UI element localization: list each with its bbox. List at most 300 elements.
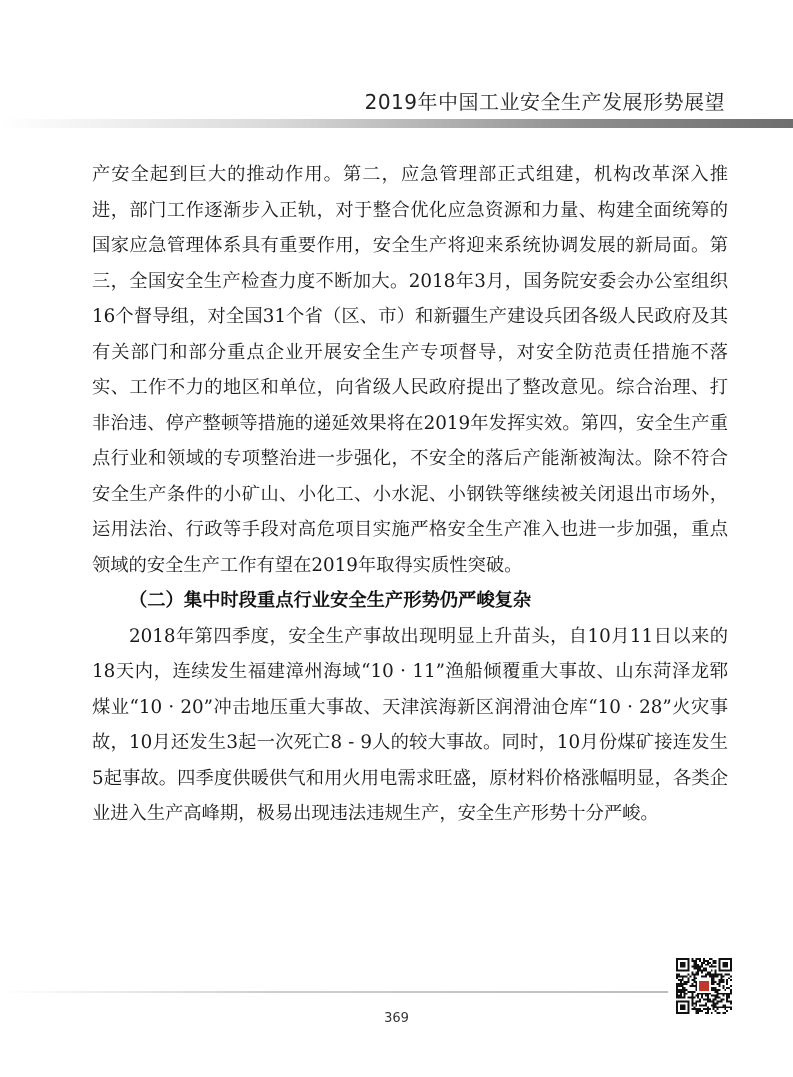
qr-module [705, 973, 707, 975]
qr-module [705, 970, 707, 972]
qr-module [726, 1006, 728, 1008]
qr-module [711, 975, 713, 977]
qr-module [693, 979, 695, 981]
qr-module [718, 989, 720, 991]
qr-module [705, 964, 707, 966]
qr-module [713, 979, 715, 981]
qr-module [728, 997, 730, 999]
qr-module [705, 975, 707, 977]
qr-module [686, 981, 688, 983]
qr-module [720, 993, 722, 995]
qr-module [690, 991, 692, 993]
qr-module [691, 995, 693, 997]
qr-module [715, 1006, 717, 1008]
qr-module [715, 962, 717, 964]
qr-module [691, 966, 693, 968]
qr-module [691, 960, 693, 962]
qr-module [695, 964, 697, 966]
qr-module [707, 1008, 709, 1010]
qr-module [722, 1004, 724, 1006]
qr-module [709, 973, 711, 975]
qr-module [695, 987, 697, 989]
qr-module [724, 1012, 726, 1014]
qr-module [678, 985, 680, 987]
qr-module [713, 987, 715, 989]
qr-module [682, 977, 684, 979]
qr-module [693, 968, 695, 970]
qr-module [676, 991, 678, 993]
qr-module [693, 973, 695, 975]
qr-module [691, 1002, 693, 1004]
qr-module [718, 973, 720, 975]
qr-module [697, 970, 699, 972]
qr-module [722, 995, 724, 997]
qr-module [726, 999, 728, 1001]
qr-module [728, 1006, 730, 1008]
qr-module [711, 983, 713, 985]
qr-module [715, 1004, 717, 1006]
qr-module [715, 960, 717, 962]
qr-module [726, 973, 728, 975]
qr-module [705, 1004, 707, 1006]
body-text [92, 157, 728, 832]
qr-module [718, 983, 720, 985]
qr-module [701, 962, 703, 964]
qr-module [701, 995, 703, 997]
qr-module [711, 970, 713, 972]
qr-module [697, 958, 699, 960]
qr-module [718, 993, 720, 995]
qr-module [722, 987, 724, 989]
qr-module [726, 983, 728, 985]
qr-module [717, 973, 719, 975]
qr-module [728, 993, 730, 995]
qr-module [707, 962, 709, 964]
qr-module [697, 993, 699, 995]
qr-module [718, 979, 720, 981]
qr-module [711, 1000, 713, 1002]
qr-module [730, 975, 732, 977]
qr-module [701, 964, 703, 966]
qr-module [726, 981, 728, 983]
qr-module [690, 997, 692, 999]
qr-module [678, 973, 680, 975]
qr-module [709, 975, 711, 977]
qr-module [680, 979, 682, 981]
qr-module [693, 985, 695, 987]
qr-module [720, 973, 722, 975]
qr-module [717, 991, 719, 993]
qr-module [697, 1010, 699, 1012]
qr-module [717, 995, 719, 997]
qr-module [688, 981, 690, 983]
qr-module [730, 1008, 732, 1010]
qr-module [715, 995, 717, 997]
qr-module [717, 1006, 719, 1008]
qr-module [722, 1012, 724, 1014]
qr-module [707, 999, 709, 1001]
qr-module [695, 968, 697, 970]
qr-module [711, 958, 713, 960]
qr-module [705, 1002, 707, 1004]
qr-module [691, 991, 693, 993]
qr-module [695, 1002, 697, 1004]
qr-module [717, 989, 719, 991]
qr-module [709, 966, 711, 968]
qr-module [715, 999, 717, 1001]
qr-module [715, 997, 717, 999]
qr-module [709, 972, 711, 974]
qr-module [703, 975, 705, 977]
qr-module [693, 966, 695, 968]
qr-module [701, 997, 703, 999]
qr-module [709, 958, 711, 960]
qr-module [676, 997, 678, 999]
qr-module [715, 972, 717, 974]
qr-module [718, 1000, 720, 1002]
qr-module [676, 985, 678, 987]
qr-module [678, 983, 680, 985]
qr-module [691, 983, 693, 985]
qr-module [699, 970, 701, 972]
qr-module [688, 977, 690, 979]
qr-module [693, 1006, 695, 1008]
qr-module [695, 995, 697, 997]
qr-module [699, 966, 701, 968]
qr-module [726, 995, 728, 997]
qr-module [713, 989, 715, 991]
qr-module [678, 991, 680, 993]
qr-module [709, 999, 711, 1001]
qr-module [705, 1008, 707, 1010]
qr-module [695, 985, 697, 987]
qr-module [730, 989, 732, 991]
qr-module [720, 977, 722, 979]
qr-module [707, 973, 709, 975]
qr-module [720, 975, 722, 977]
qr-module [703, 970, 705, 972]
qr-module [707, 995, 709, 997]
paragraph-q4-situation: 2018年第四季度，安全生产事故出现明显上升苗头，自10月11日以来的18天内，连续发生福建漳州海域“10 · 11”渔船倾覆重大事故、山东菏泽龙郓煤业“10 · 20”冲击地压重大事故、天津滨海新区润滑油仓库“10 · 28”火灾事故，10月还发生3起一次死亡8 - 9人的较大事故。同时，10月份煤矿接连发生5起事故。四季度供暖供气和用火用电需求旺盛，原材料价格涨幅明显，各类企业进入生产高峰期，极易出现违法违规生产，安全生产形势十分严峻。 [92, 625, 728, 824]
qr-module [682, 987, 684, 989]
qr-module [718, 997, 720, 999]
qr-module [715, 1010, 717, 1012]
qr-module [678, 995, 680, 997]
qr-module [717, 993, 719, 995]
qr-module [686, 989, 688, 991]
qr-module [693, 1008, 695, 1010]
qr-module [695, 1004, 697, 1006]
qr-module [686, 983, 688, 985]
qr-module [693, 991, 695, 993]
qr-module [703, 958, 705, 960]
qr-module [713, 1000, 715, 1002]
qr-module [697, 997, 699, 999]
qr-module [720, 1006, 722, 1008]
qr-module [711, 964, 713, 966]
qr-module [730, 1002, 732, 1004]
qr-module [713, 975, 715, 977]
qr-module [699, 958, 701, 960]
qr-module [695, 960, 697, 962]
qr-module [717, 983, 719, 985]
qr-module [699, 1000, 701, 1002]
qr-module [717, 1012, 719, 1014]
qr-module [676, 993, 678, 995]
qr-module [718, 985, 720, 987]
qr-module [711, 989, 713, 991]
section-heading: （二）集中时段重点行业安全生产形势仍严峻复杂 [129, 590, 532, 611]
qr-module [701, 993, 703, 995]
qr-module [717, 975, 719, 977]
qr-module [703, 960, 705, 962]
qr-module [711, 1012, 713, 1014]
qr-module [695, 973, 697, 975]
qr-module [705, 993, 707, 995]
qr-module [686, 975, 688, 977]
qr-module [730, 1000, 732, 1002]
qr-module [713, 1004, 715, 1006]
qr-module [691, 972, 693, 974]
qr-module [711, 973, 713, 975]
qr-module [695, 989, 697, 991]
qr-module [676, 977, 678, 979]
qr-module [676, 975, 678, 977]
qr-module [722, 993, 724, 995]
qr-module [697, 972, 699, 974]
qr-module [699, 1004, 701, 1006]
qr-module [682, 975, 684, 977]
qr-module [705, 995, 707, 997]
qr-module [726, 1010, 728, 1012]
qr-module [684, 991, 686, 993]
qr-module [707, 972, 709, 974]
qr-module [728, 977, 730, 979]
qr-module [682, 989, 684, 991]
qr-module [699, 993, 701, 995]
qr-module [726, 997, 728, 999]
qr-module [703, 993, 705, 995]
qr-module [693, 981, 695, 983]
qr-module [691, 1004, 693, 1006]
qr-module [728, 995, 730, 997]
qr-module [713, 999, 715, 1001]
qr-module [713, 1006, 715, 1008]
qr-module [715, 975, 717, 977]
qr-module [678, 975, 680, 977]
qr-module [695, 983, 697, 985]
qr-module [709, 993, 711, 995]
qr-module [722, 979, 724, 981]
qr-module [695, 1000, 697, 1002]
qr-module [695, 977, 697, 979]
qr-module [730, 985, 732, 987]
qr-module [728, 1000, 730, 1002]
qr-module [697, 973, 699, 975]
qr-module [697, 995, 699, 997]
qr-module [693, 975, 695, 977]
qr-module [709, 962, 711, 964]
qr-module [676, 995, 678, 997]
qr-module [707, 960, 709, 962]
qr-module [684, 997, 686, 999]
qr-module [695, 966, 697, 968]
qr-module [691, 985, 693, 987]
qr-module [720, 981, 722, 983]
qr-module [697, 1012, 699, 1014]
qr-module [680, 989, 682, 991]
qr-module [724, 989, 726, 991]
qr-module [695, 1010, 697, 1012]
qr-module [701, 972, 703, 974]
qr-module [713, 981, 715, 983]
qr-module [693, 977, 695, 979]
qr-module [718, 981, 720, 983]
qr-module [690, 975, 692, 977]
qr-module [711, 979, 713, 981]
qr-module [707, 997, 709, 999]
qr-module [691, 999, 693, 1001]
qr-module [711, 1004, 713, 1006]
qr-module [713, 962, 715, 964]
qr-module [691, 993, 693, 995]
qr-module [707, 1012, 709, 1014]
qr-module [724, 993, 726, 995]
qr-module [722, 985, 724, 987]
qr-module [676, 987, 678, 989]
qr-module [717, 1002, 719, 1004]
qr-module [691, 1000, 693, 1002]
qr-module [730, 979, 732, 981]
qr-module [678, 989, 680, 991]
qr-module [691, 973, 693, 975]
qr-module [703, 962, 705, 964]
qr-module [682, 979, 684, 981]
qr-module [717, 1000, 719, 1002]
qr-module [693, 960, 695, 962]
qr-module [705, 1012, 707, 1014]
page-number: 369 [384, 1011, 409, 1026]
qr-module [726, 987, 728, 989]
qr-module [707, 1006, 709, 1008]
qr-module [703, 1008, 705, 1010]
qr-module [684, 989, 686, 991]
qr-module [684, 983, 686, 985]
qr-module [705, 968, 707, 970]
qr-module [705, 999, 707, 1001]
qr-module [688, 991, 690, 993]
qr-module [676, 989, 678, 991]
qr-module [715, 991, 717, 993]
qr-module [713, 1002, 715, 1004]
qr-module [699, 968, 701, 970]
qr-module [722, 981, 724, 983]
qr-module [707, 1000, 709, 1002]
qr-code [676, 958, 732, 1014]
qr-module [713, 1008, 715, 1010]
header-divider [0, 119, 793, 128]
qr-module [688, 973, 690, 975]
qr-module [711, 995, 713, 997]
qr-module [693, 964, 695, 966]
qr-module [693, 997, 695, 999]
qr-module [697, 1008, 699, 1010]
qr-module [697, 966, 699, 968]
qr-module [688, 997, 690, 999]
qr-module [728, 973, 730, 975]
qr-module [711, 966, 713, 968]
paragraph-continued: 产安全起到巨大的推动作用。第二，应急管理部正式组建，机构改革深入推进，部门工作逐渐步入正轨，对于整合优化应急资源和力量、构建全面统筹的国家应急管理体系具有重要作用，安全生产将迎来系统协调发展的新局面。第三，全国安全生产检查力度不断加大。2018年3月，国务院安委会办公室组织16个督导组，对全国31个省（区、市）和新疆生产建设兵团各级人民政府及其有关部门和部分重点企业开展安全生产专项督导，对安全防范责任措施不落实、工作不力的地区和单位，向省级人民政府提出了整改意见。综合治理、打非治违、停产整顿等措施的递延效果将在2019年发挥实效。第四，安全生产重点行业和领域的专项整治进一步强化，不安全的落后产能渐被淘汰。除不符合安全生产条件的小矿山、小化工、小水泥、小钢铁等继续被关闭退出市场外，运用法治、行政等手段对高危项目实施严格安全生产准入也进一步加强，重点领域的安全生产工作有望在2019年取得实质性突破。 [92, 164, 728, 576]
footer-divider [0, 991, 668, 993]
qr-module [711, 977, 713, 979]
qr-module [707, 964, 709, 966]
qr-module [691, 997, 693, 999]
qr-module [680, 975, 682, 977]
qr-module [684, 987, 686, 989]
qr-module [701, 970, 703, 972]
qr-module [701, 1004, 703, 1006]
qr-module [695, 981, 697, 983]
qr-module [676, 973, 678, 975]
qr-module [717, 1008, 719, 1010]
qr-module [717, 997, 719, 999]
qr-module [715, 987, 717, 989]
qr-module [718, 1006, 720, 1008]
qr-module [715, 970, 717, 972]
qr-module [680, 991, 682, 993]
qr-module [709, 1000, 711, 1002]
qr-module [709, 1008, 711, 1010]
qr-module [724, 1004, 726, 1006]
qr-module [695, 972, 697, 974]
qr-module [676, 983, 678, 985]
qr-module [724, 1008, 726, 1010]
qr-module [715, 973, 717, 975]
qr-module [699, 1008, 701, 1010]
qr-module [722, 975, 724, 977]
qr-module [690, 985, 692, 987]
qr-module [701, 975, 703, 977]
qr-module [697, 1000, 699, 1002]
qr-module [697, 964, 699, 966]
qr-module [695, 958, 697, 960]
qr-module [703, 968, 705, 970]
qr-module [684, 995, 686, 997]
running-header-title: 2019年中国工业安全生产发展形势展望 [364, 90, 725, 114]
qr-module [715, 1002, 717, 1004]
qr-module [711, 981, 713, 983]
qr-module [680, 997, 682, 999]
qr-module [730, 991, 732, 993]
qr-module [713, 977, 715, 979]
qr-module [699, 1010, 701, 1012]
qr-module [701, 966, 703, 968]
qr-module [715, 966, 717, 968]
qr-module [713, 983, 715, 985]
qr-module [691, 979, 693, 981]
qr-module [707, 1010, 709, 1012]
qr-logo-mark [699, 981, 709, 991]
qr-module [682, 985, 684, 987]
qr-module [691, 958, 693, 960]
qr-module [707, 993, 709, 995]
qr-module [713, 966, 715, 968]
qr-module [713, 995, 715, 997]
qr-module [726, 993, 728, 995]
qr-module [678, 997, 680, 999]
qr-module [726, 979, 728, 981]
qr-module [715, 989, 717, 991]
